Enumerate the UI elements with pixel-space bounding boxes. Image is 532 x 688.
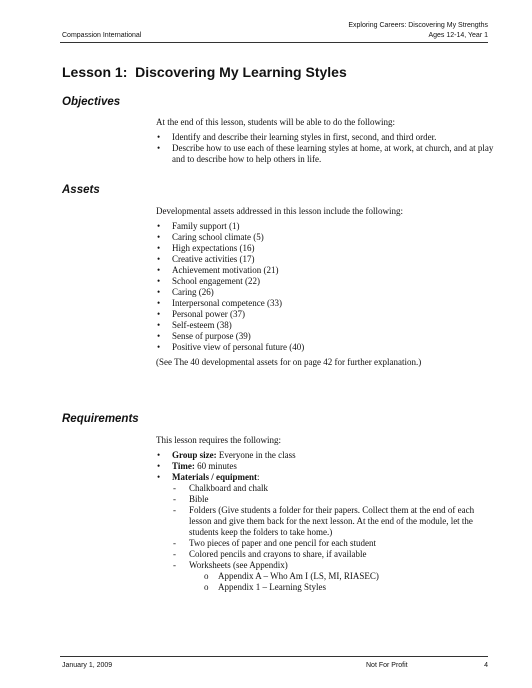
list-item [156, 450, 494, 461]
list-item: • Materials / equipment: [157, 472, 260, 482]
worksheet-item: o Appendix A – Who Am I (LS, MI, RIASEC) [204, 571, 379, 581]
bullet-icon: • [157, 461, 161, 471]
bullet-icon: • [157, 221, 161, 231]
assets-intro: Developmental assets addressed in this lesson include the following: [156, 206, 403, 216]
materials-item: - Chalkboard and chalk [173, 483, 268, 493]
bullet-icon: • [157, 243, 161, 253]
group-size-label: Group size: [172, 450, 217, 460]
list-item: • Achievement motivation (21) [157, 265, 279, 275]
footer-status: Not For Profit [366, 662, 408, 669]
list-item: • Personal power (37) [157, 309, 245, 319]
group-size-value: Everyone in the class [216, 450, 296, 460]
materials-item: - Bible [173, 494, 209, 504]
requirements-heading: Requirements [62, 413, 139, 425]
bullet-icon: • [157, 287, 161, 297]
bullet-icon: • [157, 342, 161, 352]
lesson-title: Lesson 1: Discovering My Learning Styles [62, 64, 347, 80]
bullet-icon: • [157, 132, 161, 142]
list-item: • High expectations (16) [157, 243, 255, 253]
dash-icon: - [173, 494, 176, 504]
header-course-info [348, 21, 488, 41]
circle-bullet-icon: o [204, 571, 209, 581]
requirements-list [156, 450, 494, 593]
bullet-icon: • [157, 472, 161, 482]
circle-bullet-icon: o [204, 582, 209, 592]
requirements-intro: This lesson requires the following: [156, 435, 281, 445]
dash-icon: - [173, 549, 176, 559]
objectives-list [156, 132, 494, 165]
bullet-icon: • [157, 232, 161, 242]
dash-icon: - [173, 538, 176, 548]
list-item: • Family support (1) [157, 221, 240, 231]
header-rule [60, 42, 488, 43]
objectives-intro: At the end of this lesson, students will be able to do the following: [156, 117, 395, 127]
list-item: • Describe how to use each of these learning styles at home, at work, at church, and at play and to describe how to help others in life. [157, 143, 494, 164]
assets-heading: Assets [62, 184, 100, 196]
list-item: • Self-esteem (38) [157, 320, 232, 330]
list-item: • Creative activities (17) [157, 254, 255, 264]
list-item: • Sense of purpose (39) [157, 331, 251, 341]
dash-icon: - [173, 560, 176, 570]
footer-rule [60, 656, 488, 657]
bullet-icon: • [157, 450, 161, 460]
list-item: • Caring school climate (5) [157, 232, 264, 242]
list-item: • Positive view of personal future (40) [157, 342, 305, 352]
list-item [156, 461, 494, 472]
materials-item: - Worksheets (see Appendix) [173, 560, 288, 570]
dash-icon: - [173, 483, 176, 493]
objectives-body [156, 117, 494, 165]
bullet-icon: • [157, 331, 161, 341]
time-value: 60 minutes [194, 461, 237, 471]
bullet-icon: • [157, 309, 161, 319]
materials-item: - Two pieces of paper and one pencil for each student [173, 538, 377, 548]
list-item: • Caring (26) [157, 287, 214, 297]
footer-date: January 1, 2009 [62, 662, 113, 669]
list-item: • School engagement (22) [157, 276, 260, 286]
objectives-heading: Objectives [62, 96, 121, 108]
bullet-icon: • [157, 143, 161, 153]
bullet-icon: • [157, 320, 161, 330]
assets-list [156, 221, 494, 353]
header-course-title: Exploring Careers: Discovering My Strengths [348, 22, 488, 29]
materials-item: - Colored pencils and crayons to share, if available [173, 549, 367, 559]
materials-label: Materials / equipment [172, 472, 257, 482]
time-label: Time: [172, 461, 195, 471]
bullet-icon: • [157, 298, 161, 308]
list-item: • Interpersonal competence (33) [157, 298, 282, 308]
assets-note: (See The 40 developmental assets for on page 42 for further explanation.) [156, 357, 422, 367]
bullet-icon: • [157, 276, 161, 286]
list-item: • Identify and describe their learning styles in first, second, and third order. [157, 132, 437, 142]
requirements-body [156, 435, 494, 593]
page-number: 4 [484, 662, 488, 669]
materials-item: - Folders (Give students a folder for their papers. Collect them at the end of each lesson and give them back for the next lesson. At the end of the module, let the students keep the folders to take home.) [173, 505, 475, 537]
header-ages: Ages 12-14, Year 1 [428, 32, 488, 39]
bullet-icon: • [157, 254, 161, 264]
bullet-icon: • [157, 265, 161, 275]
worksheet-item: o Appendix 1 – Learning Styles [204, 582, 326, 592]
dash-icon: - [173, 505, 176, 515]
assets-body [156, 206, 494, 368]
header-organization: Compassion International [62, 32, 142, 39]
